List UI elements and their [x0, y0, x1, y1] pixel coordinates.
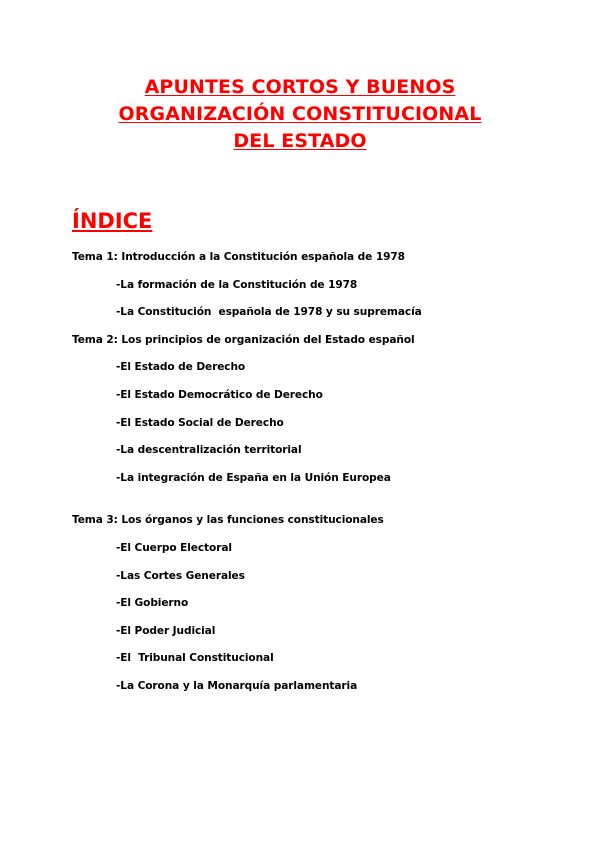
toc-item-formacion-constitucion: -La formación de la Constitución de 1978 — [116, 278, 358, 291]
table-of-contents — [72, 244, 572, 701]
toc-item-tribunal-constitucional: -El Tribunal Constitucional — [116, 652, 274, 665]
toc-item-estado-social: -El Estado Social de Derecho — [116, 416, 284, 429]
index-heading: ÍNDICE — [72, 209, 153, 233]
document-title — [0, 74, 600, 155]
toc-item-descentralizacion: -La descentralización territorial — [116, 444, 302, 457]
toc-item-cortes-generales: -Las Cortes Generales — [116, 569, 245, 582]
toc-item-corona-monarquia: -La Corona y la Monarquía parlamentaria — [116, 679, 358, 692]
title-line-1: APUNTES CORTOS Y BUENOS — [144, 76, 456, 98]
toc-tema-3: Tema 3: Los órganos y las funciones constitucionales — [72, 514, 384, 527]
toc-item-estado-democratico: -El Estado Democrático de Derecho — [116, 388, 323, 401]
toc-item-poder-judicial: -El Poder Judicial — [116, 624, 216, 637]
toc-item-gobierno: -El Gobierno — [116, 597, 189, 610]
title-line-2: ORGANIZACIÓN CONSTITUCIONAL — [118, 103, 482, 125]
toc-item-union-europea: -La integración de España en la Unión Europea — [116, 471, 391, 484]
toc-item-cuerpo-electoral: -El Cuerpo Electoral — [116, 541, 232, 554]
toc-tema-1: Tema 1: Introducción a la Constitución española de 1978 — [72, 251, 405, 263]
title-line-3: DEL ESTADO — [233, 130, 367, 152]
toc-item-constitucion-supremacia: -La Constitución española de 1978 y su supremacía — [116, 306, 422, 319]
toc-tema-2: Tema 2: Los principios de organización del Estado español — [72, 333, 415, 346]
toc-item-estado-derecho: -El Estado de Derecho — [116, 361, 246, 374]
